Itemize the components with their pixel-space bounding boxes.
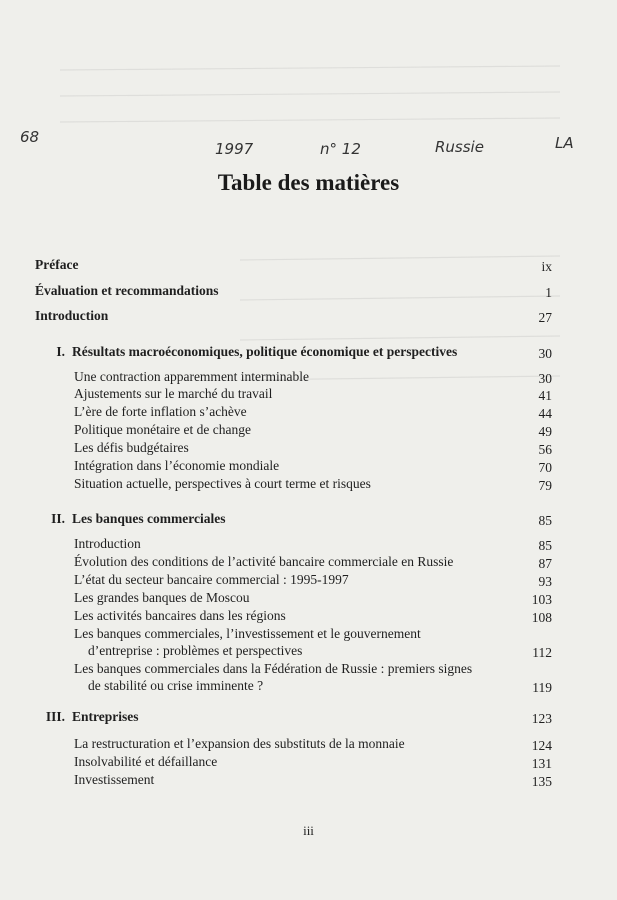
toc-entry-page: 30: [538, 346, 552, 361]
toc-entry-page: 87: [538, 556, 552, 571]
toc-entry-page: 41: [538, 388, 552, 403]
toc-entry-label: Une contraction apparemment interminable: [74, 369, 310, 384]
toc-entry-label: La restructuration et l’expansion des substituts de la monnaie: [74, 736, 405, 751]
toc-entry-label: Les banques commerciales dans la Fédération de Russie : premiers signes: [74, 661, 473, 676]
toc-entry-evaluation[interactable]: [35, 282, 552, 300]
chapter-number: I.: [56, 344, 65, 359]
toc-chapter-heading[interactable]: [35, 708, 552, 726]
toc-subentry[interactable]: [35, 735, 552, 753]
toc-entry-introduction[interactable]: [35, 307, 552, 325]
toc-entry-page: 103: [531, 592, 552, 607]
chapter-number: III.: [45, 709, 65, 724]
handwritten-annotation: LA: [555, 134, 574, 152]
toc-entry-page: 85: [538, 513, 552, 528]
toc-subentry[interactable]: [35, 771, 552, 789]
toc-chapter-heading[interactable]: [35, 510, 552, 528]
toc-entry-page: ix: [541, 259, 552, 274]
toc-entry-page: 119: [532, 680, 552, 695]
toc-entry-page: 108: [531, 610, 552, 625]
toc-subentry[interactable]: [35, 403, 552, 421]
toc-entry-label: Insolvabilité et défaillance: [74, 754, 218, 769]
toc-subentry[interactable]: [35, 589, 552, 607]
handwritten-annotation: n° 12: [320, 140, 361, 158]
toc-subentry[interactable]: [35, 457, 552, 475]
toc-entry-label: Les défis budgétaires: [74, 440, 189, 455]
toc-entry-label: Les activités bancaires dans les régions: [74, 608, 286, 623]
toc-entry-label: Politique monétaire et de change: [74, 422, 251, 437]
handwritten-annotation: Russie: [435, 138, 484, 156]
toc-entry-label: L’état du secteur bancaire commercial : 1995-1997: [74, 572, 349, 587]
toc-entry-label: Introduction: [74, 536, 141, 551]
toc-chapter-heading[interactable]: [35, 343, 552, 361]
toc-subentry[interactable]: [35, 535, 552, 553]
toc-entry-label: Évaluation et recommandations: [35, 283, 219, 298]
toc-entry-label: Situation actuelle, perspectives à court terme et risques: [74, 476, 371, 491]
toc-entry-page: 27: [538, 310, 552, 325]
handwritten-annotation: 1997: [215, 140, 254, 158]
toc-entry-page: 124: [531, 738, 552, 753]
toc-subentry[interactable]: [35, 475, 552, 493]
chapter-title: Résultats macroéconomiques, politique économique et perspectives: [72, 344, 458, 359]
toc-subentry[interactable]: [35, 553, 552, 571]
toc-entry-label: Introduction: [35, 308, 109, 323]
toc-entry-label: Intégration dans l’économie mondiale: [74, 458, 280, 473]
toc-entry-page: 44: [538, 406, 552, 421]
toc-entry-label: d’entreprise : problèmes et perspectives: [88, 643, 303, 658]
toc-entry-label: Préface: [35, 257, 79, 272]
toc-subentry-continuation[interactable]: [35, 642, 552, 660]
toc-entry-label: L’ère de forte inflation s’achève: [74, 404, 247, 419]
toc-entry-page: 135: [531, 774, 552, 789]
toc-entry-page: 112: [532, 645, 552, 660]
chapter-title: Les banques commerciales: [72, 511, 226, 526]
toc-entry-label: Évolution des conditions de l’activité bancaire commerciale en Russie: [74, 554, 454, 569]
toc-entry-label: Ajustements sur le marché du travail: [74, 386, 273, 401]
toc-entry-page: 49: [538, 424, 552, 439]
toc-entry-page: 123: [531, 711, 552, 726]
page-number-footer: iii: [303, 823, 314, 838]
toc-entry-label: Investissement: [74, 772, 155, 787]
toc-entry-page: 56: [538, 442, 552, 457]
toc-entry-page: 30: [538, 371, 552, 386]
toc-subentry[interactable]: [35, 421, 552, 439]
page-title: Table des matières: [217, 170, 400, 195]
toc-entry-page: 93: [538, 574, 552, 589]
toc-subentry[interactable]: [35, 385, 552, 403]
toc-subentry[interactable]: [35, 660, 552, 678]
toc-subentry[interactable]: [35, 571, 552, 589]
toc-entry-page: 85: [538, 538, 552, 553]
toc-entry-page: 79: [538, 478, 552, 493]
toc-entry-label: Les banques commerciales, l’investissement et le gouvernement: [74, 626, 421, 641]
toc-entry-page: 131: [531, 756, 552, 771]
toc-subentry-continuation[interactable]: [35, 677, 552, 695]
toc-entry-page: 1: [545, 285, 552, 300]
toc-entry-label: de stabilité ou crise imminente ?: [88, 678, 264, 693]
toc-entry-preface[interactable]: [35, 256, 552, 274]
toc-subentry[interactable]: [35, 753, 552, 771]
toc-subentry[interactable]: [35, 607, 552, 625]
toc-entry-page: 70: [538, 460, 552, 475]
chapter-number: II.: [51, 511, 65, 526]
toc-entry-label: Les grandes banques de Moscou: [74, 590, 250, 605]
handwritten-annotation: 68: [20, 128, 40, 146]
chapter-title: Entreprises: [72, 709, 139, 724]
toc-subentry[interactable]: [35, 368, 552, 386]
toc-subentry[interactable]: [35, 439, 552, 457]
toc-subentry[interactable]: [35, 625, 552, 643]
